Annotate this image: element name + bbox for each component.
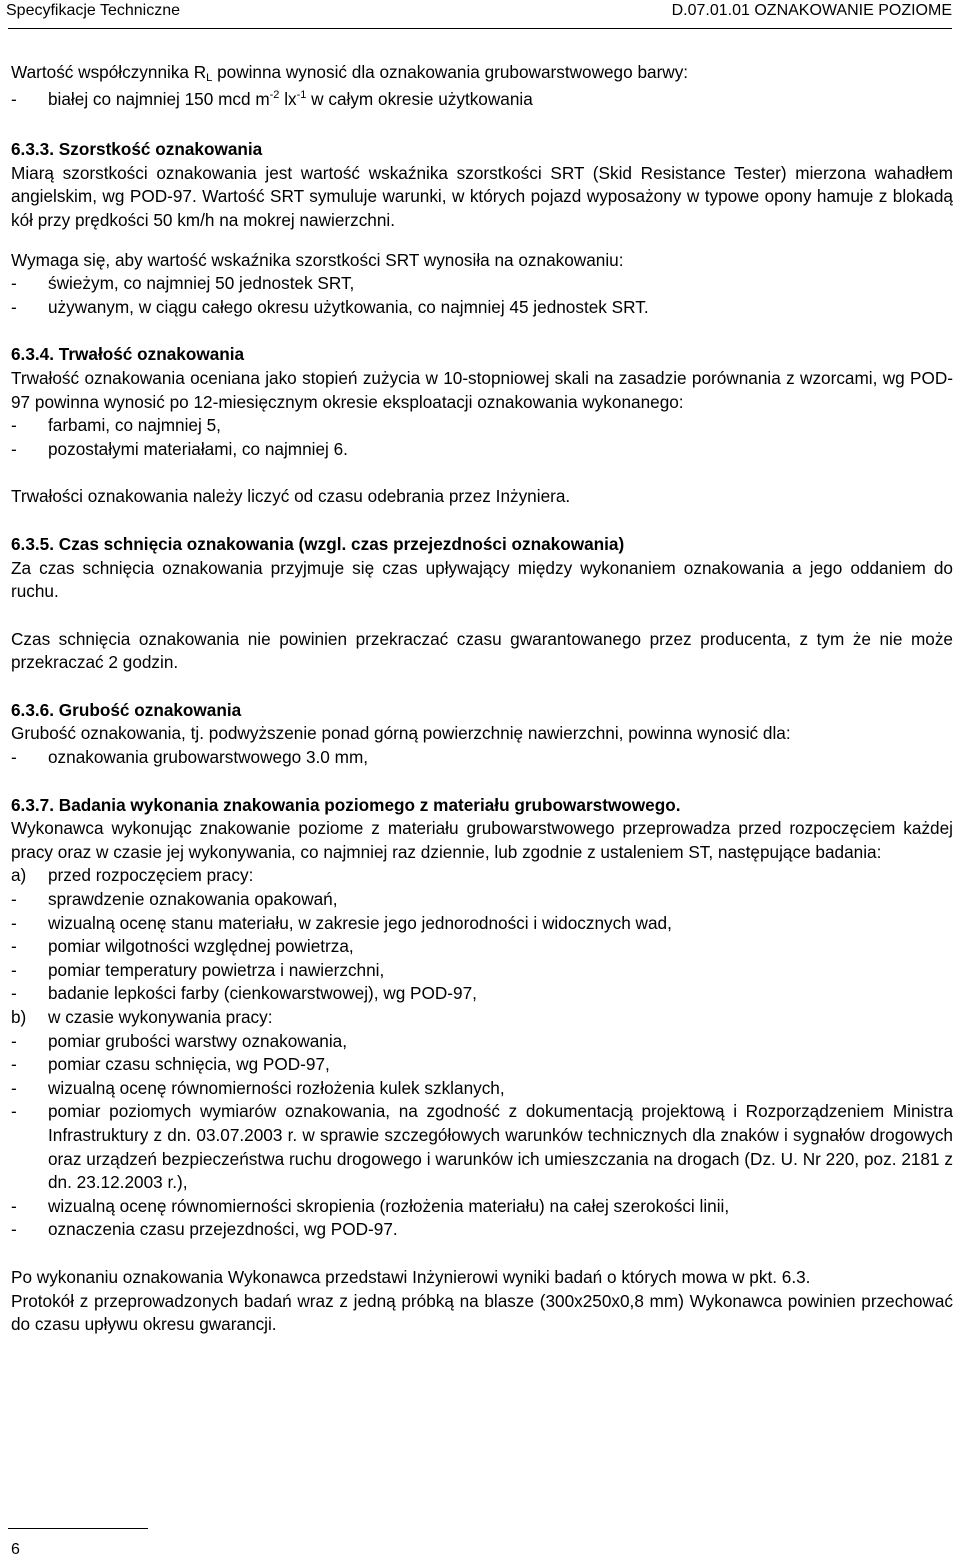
page-header [0,0,960,28]
list-item: - pomiar wilgotności względnej powietrza, [11,936,354,957]
header-rule [8,28,952,29]
paragraph: Grubość oznakowania, tj. podwyższenie ponad górną powierzchnię nawierzchni, powinna wynosić dla: [11,723,791,744]
section-heading-6-3-5: 6.3.5. Czas schnięcia oznakowania (wzgl. czas przejezdności oznakowania) [11,533,625,554]
paragraph: Trwałości oznakowania należy liczyć od czasu odebrania przez Inżyniera. [11,486,571,507]
section-heading-6-3-3: 6.3.3. Szorstkość oznakowania [11,139,263,160]
list-item: - oznakowania grubowarstwowego 3.0 mm, [11,747,369,768]
list-item-b: b) w czasie wykonywania pracy: [11,1007,273,1027]
footer-rule [8,1528,148,1529]
section-heading-6-3-7: 6.3.7. Badania wykonania znakowania poziomego z materiału grubowarstwowego. [11,794,681,815]
paragraph: Czas schnięcia oznakowania nie powinien przekraczać czasu gwarantowanego przez producenta, z tym że nie może przekraczać 2 godzin. [11,628,953,673]
list-item: - pozostałymi materiałami, co najmniej 6. [11,438,348,459]
paragraph: Wykonawca wykonując znakowanie poziome z materiału grubowarstwowego przeprowadza przed rozpoczęciem każdej pracy oraz w czasie jej wykonywania, co najmniej raz dziennie, lub zgodnie z ustaleniem ST, następujące badania: [11,818,953,862]
list-item: - pomiar poziomych wymiarów oznakowania, na zgodność z dokumentacją projektową i Rozporządzeniem Ministra Infrastruktury z dn. 03.07.2003 r. w sprawie szczegółowych warunków technicznych dla znaków i sygnałów drogowych oraz urządzeń bezpieczeństwa ruchu drogowego i warunków ich umieszczania na drogach (Dz. U. Nr 220, poz. 2181 z dn. 23.12.2003 r.), [11,1101,953,1193]
paragraph: Protokół z przeprowadzonych badań wraz z jedną próbką na blasze (300x250x0,8 mm) Wykonawca powinien przechować do czasu upływu okresu gwarancji. [11,1290,953,1335]
section-heading-6-3-6: 6.3.6. Grubość oznakowania [11,699,242,720]
page-number: 6 [11,1541,20,1558]
paragraph: Wymaga się, aby wartość wskaźnika szorstkości SRT wynosiła na oznakowaniu: [11,249,624,270]
list-item: - pomiar grubości warstwy oznakowania, [11,1030,348,1051]
list-item: - oznaczenia czasu przejezdności, wg POD-97. [11,1219,398,1240]
paragraph: Po wykonaniu oznakowania Wykonawca przedstawi Inżynierowi wyniki badań o których mowa w pkt. 6.3. [11,1266,811,1287]
list-item-a: a) przed rozpoczęciem pracy: [11,865,254,886]
list-item: - białej co najmniej 150 mcd $m^{-2}$ $lx^{-1}$ w całym okresie użytkowania [11,88,533,109]
list-item: - wizualną ocenę równomierności rozłożenia kulek szklanych, [11,1077,505,1098]
paragraph: Miarą szorstkości oznakowania jest wartość wskaźnika szorstkości SRT (Skid Resistance Tester) mierzona wahadłem angielskim, wg POD-97. Wartość SRT symuluje warunki, w których pojazd wyposażony w typowe opony hamuje z blokadą kół przy prędkości 50 km/h na mokrej nawierzchni. [11,162,953,230]
list-item: - świeżym, co najmniej 50 jednostek SRT, [11,273,355,294]
tests-list [11,864,953,1242]
document-body [11,61,953,1337]
header-left-title: Specyfikacje Techniczne [6,2,181,19]
list-item: - badanie lepkości farby (cienkowarstwowej), wg POD-97, [11,983,477,1004]
retro-intro: Wartość współczynnika RL powinna wynosić dla oznakowania grubowarstwowego barwy: [11,62,689,84]
durability-list [11,414,953,461]
list-item: - pomiar czasu schnięcia, wg POD-97, [11,1054,330,1075]
list-item: - sprawdzenie oznakowania opakowań, [11,889,338,910]
section-heading-6-3-4: 6.3.4. Trwałość oznakowania [11,344,245,365]
list-item: - pomiar temperatury powietrza i nawierzchni, [11,959,385,980]
list-item: - wizualną ocenę równomierności skropienia (rozłożenia materiału) na całej szerokości linii, [11,1195,730,1216]
srt-list [11,272,953,319]
paragraph: Za czas schnięcia oznakowania przyjmuje się czas upływający między wykonaniem oznakowania a jego oddaniem do ruchu. [11,557,953,602]
list-item: - wizualną ocenę stanu materiału, w zakresie jego jednorodności i widocznych wad, [11,912,672,933]
list-item: - farbami, co najmniej 5, [11,415,221,436]
thickness-list [11,746,953,770]
header-right-title: D.07.01.01 OZNAKOWANIE POZIOME [671,2,952,19]
paragraph: Trwałość oznakowania oceniana jako stopień zużycia w 10-stopniowej skali na zasadzie porównania z wzorcami, wg POD-97 powinna wynosić po 12-miesięcznym okresie eksploatacji oznakowania wykonanego: [11,367,953,412]
retro-list [11,88,953,115]
list-item: - używanym, w ciągu całego okresu użytkowania, co najmniej 45 jednostek SRT. [11,296,649,317]
